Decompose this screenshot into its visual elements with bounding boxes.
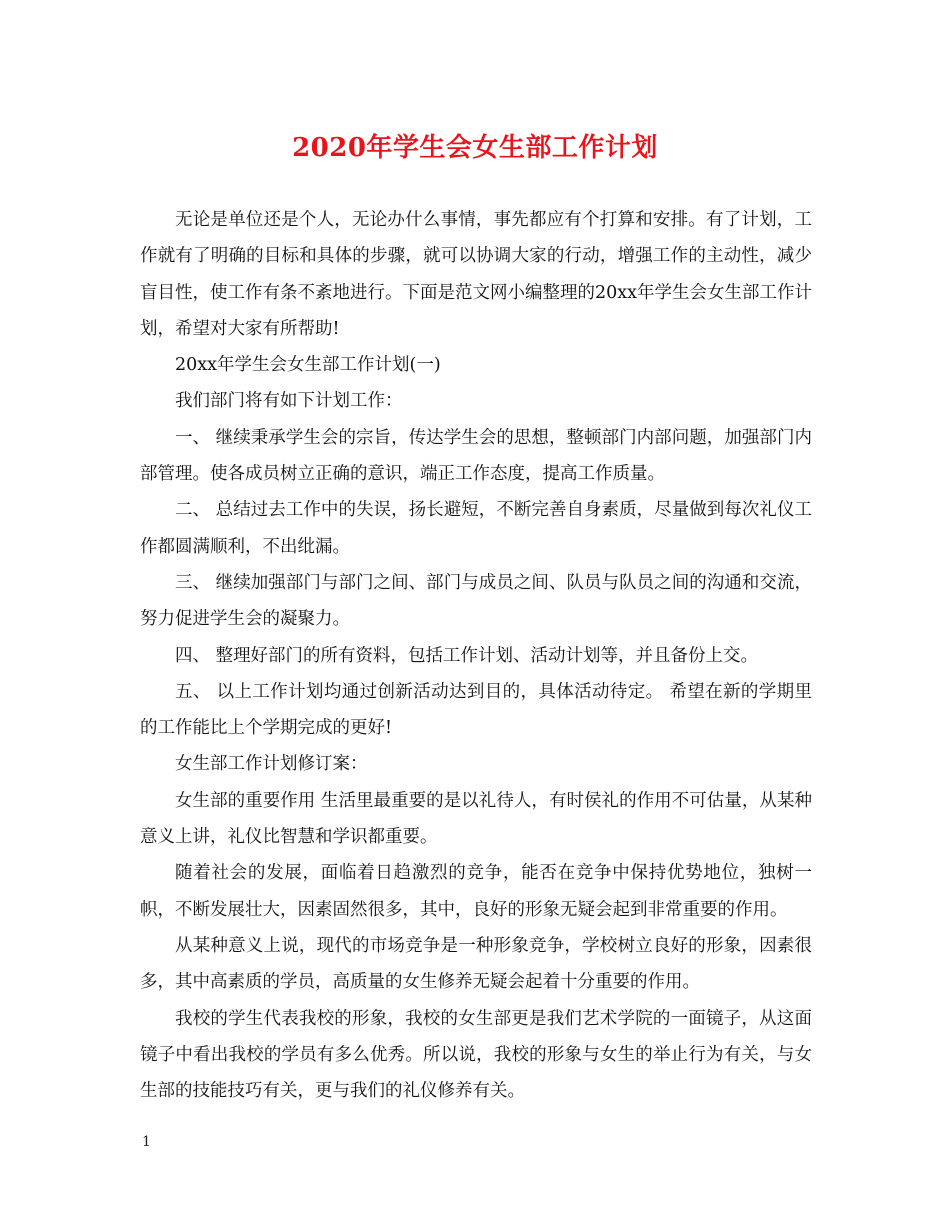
page-number: 1 (142, 1134, 151, 1150)
section-heading: 20xx年学生会女生部工作计划(一) (175, 355, 441, 376)
revision-heading: 女生部工作计划修订案： (175, 754, 368, 775)
plan-item-5: 五、 以上工作计划均通过创新活动达到目的，具体活动待定。 希望在新的学期里的工作能比上个学期完成的更好! (140, 681, 812, 739)
plan-item-3: 三、 继续加强部门与部门之间、部门与成员之间、队员与队员之间的沟通和交流，努力促进学生会的凝聚力。 (140, 572, 812, 630)
document-title: 2020年学生会女生部工作计划 (292, 133, 658, 163)
body-paragraph: 女生部的重要作用 生活里最重要的是以礼待人，有时侯礼的作用不可估量，从某种意义上讲，礼仪比智慧和学识都重要。 (140, 790, 812, 848)
plan-lead-paragraph: 我们部门将有如下计划工作： (175, 391, 403, 412)
body-paragraph: 从某种意义上说，现代的市场竞争是一种形象竞争，学校树立良好的形象，因素很多，其中高素质的学员，高质量的女生修养无疑会起着十分重要的作用。 (140, 935, 812, 993)
body-paragraph: 我校的学生代表我校的形象，我校的女生部更是我们艺术学院的一面镜子，从这面镜子中看出我校的学员有多么优秀。所以说，我校的形象与女生的举止行为有关，与女生部的技能技巧有关，更与我们的礼仪修养有关。 (140, 1008, 812, 1102)
plan-item-2: 二、 总结过去工作中的失误，扬长避短，不断完善自身素质，尽量做到每次礼仪工作都圆满顺利，不出纰漏。 (140, 500, 812, 557)
intro-paragraph: 无论是单位还是个人，无论办什么事情，事先都应有个打算和安排。有了计划，工作就有了明确的目标和具体的步骤，就可以协调大家的行动，增强工作的主动性，减少盲目性，使工作有条不紊地进行。下面是范文网小编整理的20xx年学生会女生部工作计划，希望对大家有所帮助! (140, 210, 813, 339)
plan-item-1: 一、 继续秉承学生会的宗旨，传达学生会的思想，整顿部门内部问题，加强部门内部管理。使各成员树立正确的意识，端正工作态度，提高工作质量。 (140, 427, 812, 485)
document-body (140, 202, 812, 1109)
plan-item-4: 四、 整理好部门的所有资料，包括工作计划、活动计划等，并且备份上交。 (175, 645, 759, 666)
body-paragraph: 随着社会的发展，面临着日趋激烈的竞争，能否在竞争中保持优势地位，独树一帜，不断发展壮大，因素固然很多，其中，良好的形象无疑会起到非常重要的作用。 (140, 863, 812, 920)
